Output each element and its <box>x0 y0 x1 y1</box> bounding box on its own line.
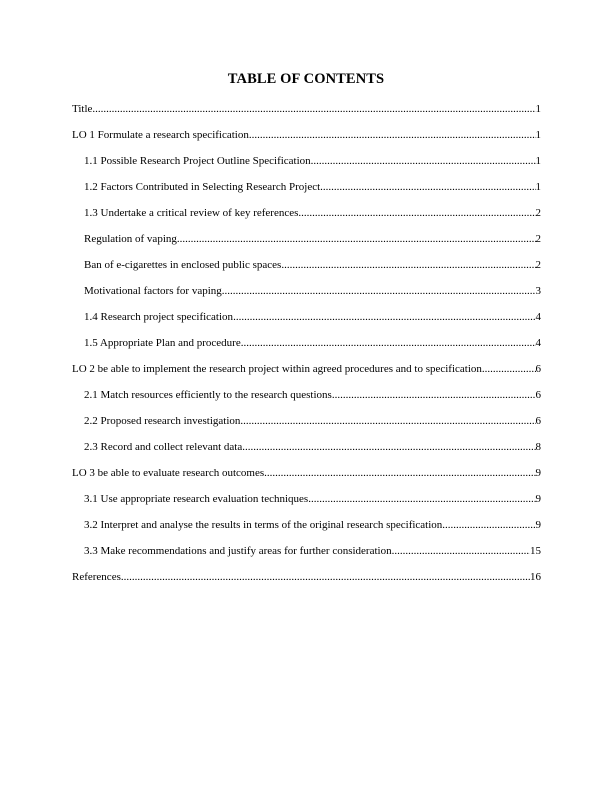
toc-entry-label: 2.3 Record and collect relevant data <box>84 441 243 453</box>
toc-dot-leader <box>222 285 536 298</box>
toc-entry[interactable] <box>84 415 541 428</box>
toc-entry-page-number: 15 <box>530 545 541 557</box>
toc-entry-page-number: 1 <box>535 129 541 141</box>
toc-dot-leader <box>240 415 535 428</box>
toc-entry-page-number: 2 <box>535 207 541 219</box>
toc-dot-leader <box>308 493 535 506</box>
toc-entry-label: LO 2 be able to implement the research project within agreed procedures and to specification <box>72 363 482 375</box>
toc-entry-page-number: 4 <box>535 311 541 323</box>
toc-entry[interactable] <box>84 155 541 168</box>
toc-dot-leader <box>242 441 535 454</box>
toc-entry-label: 2.1 Match resources efficiently to the research questions <box>84 389 332 401</box>
toc-dot-leader <box>281 259 535 272</box>
toc-dot-leader <box>249 129 536 142</box>
toc-entry-label: References <box>72 571 121 583</box>
toc-entry[interactable] <box>72 129 541 142</box>
toc-entry[interactable] <box>84 441 541 454</box>
toc-entry[interactable] <box>72 571 541 584</box>
toc-entry-label: 3.2 Interpret and analyse the results in terms of the original research specification <box>84 519 443 531</box>
toc-entry-page-number: 6 <box>535 389 541 401</box>
toc-entry-page-number: 8 <box>535 441 541 453</box>
toc-entry[interactable] <box>84 207 541 220</box>
toc-entry[interactable] <box>84 285 541 298</box>
toc-entry-label: Ban of e-cigarettes in enclosed public spaces <box>84 259 282 271</box>
toc-dot-leader <box>233 311 535 324</box>
toc-entry-label: 2.2 Proposed research investigation <box>84 415 241 427</box>
toc-entry-label: 1.2 Factors Contributed in Selecting Research Project <box>84 181 321 193</box>
toc-entry[interactable] <box>84 233 541 246</box>
toc-dot-leader <box>121 571 530 584</box>
toc-entry-page-number: 6 <box>535 363 541 375</box>
toc-entry-page-number: 4 <box>535 337 541 349</box>
toc-entry-label: LO 1 Formulate a research specification <box>72 129 249 141</box>
toc-entry[interactable] <box>72 467 541 480</box>
toc-entry-page-number: 9 <box>535 467 541 479</box>
toc-dot-leader <box>332 389 536 402</box>
toc-dot-leader <box>392 545 530 558</box>
toc-entry-label: Motivational factors for vaping <box>84 285 222 297</box>
toc-entry-page-number: 1 <box>535 155 541 167</box>
toc-dot-leader <box>442 519 535 532</box>
toc-entry[interactable] <box>84 181 541 194</box>
toc-entry-label: 3.3 Make recommendations and justify areas for further consideration <box>84 545 392 557</box>
toc-entry[interactable] <box>84 389 541 402</box>
toc-entry-label: 1.1 Possible Research Project Outline Specification <box>84 155 311 167</box>
toc-entry-page-number: 2 <box>535 233 541 245</box>
toc-entry-label: 3.1 Use appropriate research evaluation techniques <box>84 493 309 505</box>
toc-dot-leader <box>320 181 535 194</box>
toc-entry[interactable] <box>84 519 541 532</box>
toc-entry-label: 1.5 Appropriate Plan and procedure <box>84 337 241 349</box>
toc-entry-page-number: 6 <box>535 415 541 427</box>
toc-dot-leader <box>177 233 536 246</box>
toc-entry-label: Title <box>72 103 93 115</box>
toc-dot-leader <box>241 337 536 350</box>
toc-dot-leader <box>264 467 535 480</box>
toc-entry-page-number: 9 <box>535 519 541 531</box>
toc-entry[interactable] <box>72 363 541 376</box>
toc-heading: TABLE OF CONTENTS <box>227 71 385 87</box>
toc-entry-page-number: 1 <box>535 103 541 115</box>
toc-entry-label: Regulation of vaping <box>84 233 177 245</box>
toc-entry[interactable] <box>84 493 541 506</box>
toc-dot-leader <box>298 207 535 220</box>
toc-entry[interactable] <box>84 545 541 558</box>
toc-dot-leader <box>482 363 536 376</box>
toc-entry[interactable] <box>84 311 541 324</box>
toc-entry[interactable] <box>72 103 541 116</box>
toc-entry-page-number: 2 <box>535 259 541 271</box>
toc-entry-page-number: 16 <box>530 571 541 583</box>
toc-entry-label: 1.3 Undertake a critical review of key references <box>84 207 299 219</box>
toc-entry-page-number: 3 <box>535 285 541 297</box>
toc-dot-leader <box>311 155 536 168</box>
toc-entry-page-number: 1 <box>535 181 541 193</box>
toc-entry-label: 1.4 Research project specification <box>84 311 234 323</box>
toc-entry[interactable] <box>84 337 541 350</box>
toc-entry-page-number: 9 <box>535 493 541 505</box>
toc-entry-label: LO 3 be able to evaluate research outcomes <box>72 467 265 479</box>
toc-dot-leader <box>92 103 535 116</box>
toc-entry[interactable] <box>84 259 541 272</box>
